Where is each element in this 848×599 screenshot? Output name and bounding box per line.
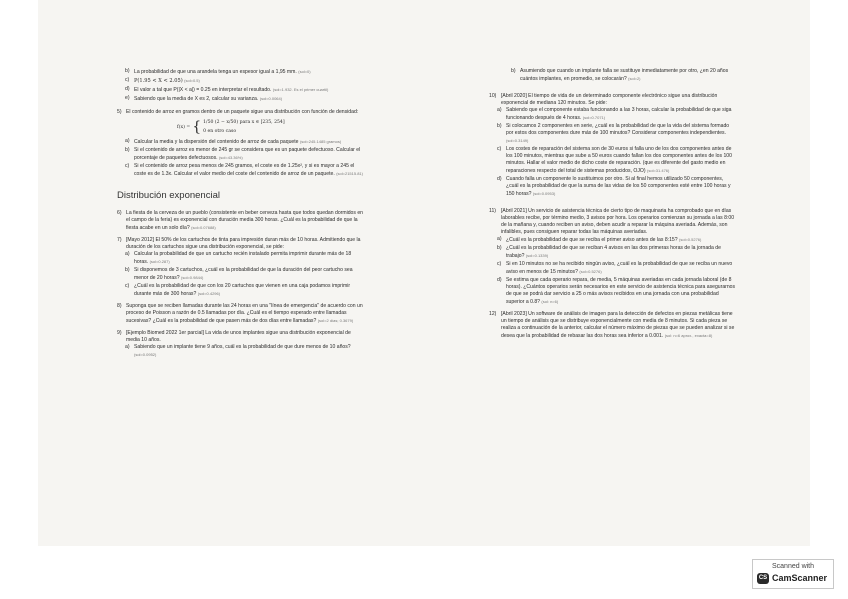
answer-text: (sol=2 días; 0.3679) — [317, 318, 354, 323]
question-11 — [489, 208, 737, 306]
intro-item-b: b) La probabilidad de que una arandela tenga un espesor igual a 1,95 mm. (sol=0) — [125, 68, 311, 75]
intro-item-d: d) El valor a tal que P(|X < a|) = 0.25 en interpretar el resultado. (sol=1.932. Es el primer cuartil) — [125, 86, 329, 93]
question-10 — [489, 93, 737, 198]
subquestion: d) Se estima que cada operario repara, de media, 5 máquinas averiadas en cada jornada laboral (de 8 horas). ¿Cuántos operarios serán necesarios en este servicio de asistencia técnica para asegurarnos de que se podrá dar servicio a 25 o más avisos recibidos en una jornada con una probabilidad superior a 0.8? (sol: n=6) — [497, 277, 736, 305]
subquestion: a) Sabiendo que un implante tiene 9 años, cuál es la probabilidad de que dure menos de 10 años? (sol=0.0952) — [125, 344, 351, 357]
answer-text: (sol=31.476) — [647, 168, 670, 173]
answer-text: (sol=0.07688) — [191, 225, 216, 230]
question-text: P(1.95 < X < 2.05) — [134, 78, 183, 84]
answer-text: (sol=0.0953) — [532, 191, 556, 196]
question-number: 7) — [117, 237, 122, 243]
question-text: [Abril 2020] El tiempo de vida de un determinado componente electrónico sigue una distribución exponencial de mediana 120 minutos. Se pide: — [501, 93, 718, 106]
subquestion: c) ¿Cuál es la probabilidad de que con los 20 cartuchos que vienen en una caja podamos imprimir durante más de 300 horas? (sol=0.4296) — [125, 283, 351, 297]
question-number: 10) — [489, 93, 497, 99]
question-12 — [489, 311, 737, 340]
question-5 — [117, 109, 365, 178]
question-6 — [117, 210, 365, 232]
brace-symbol: { — [192, 119, 202, 135]
question-number: 8) — [117, 303, 122, 309]
density-formula: f(x) = { 1/50 (2 − x/50) para x ∈ [235, 254] 0 en otro caso — [177, 119, 285, 135]
subquestion: b) Si el contenido de arroz es menor de 245 gr se considera que es un paquete defectuoso. Calcular el porcentaje de paquetes defectuosos. (sol=43.36%) — [125, 147, 361, 161]
question-number: 6) — [117, 210, 122, 216]
question-text: [Ejemplo Biomed 2022 1er parcial] La vida de unos implantes sigue una distribución exponencial de media 10 años. — [126, 330, 351, 343]
answer-text: (sol: n=6) — [541, 299, 559, 304]
subquestion: b) Si colocamos 2 componentes en serie, ¿cuál es la probabilidad de que la vida del sistema formado por estos dos componentes dure más de 100 minutos? Considerar componentes independientes. (sol=0.3149) — [497, 123, 730, 143]
subquestion: a) Calcular la probabilidad de que un cartucho recién instalado permita imprimir durante más de 18 horas. (sol=0.287) — [125, 251, 352, 265]
watermark-brand: CamScanner — [772, 573, 828, 583]
question-number: 5) — [117, 109, 122, 115]
answer-text: (sol=0) — [298, 69, 311, 74]
answer-text: (sol=43.36%) — [218, 155, 243, 160]
answer-text: (sol: n=6 aprox., exacta=8) — [664, 333, 713, 338]
intro-item-c: c) P(1.95 < X < 2.05) (sol=0.5) — [125, 77, 200, 84]
answer-text: (sol=0.287) — [149, 259, 170, 264]
section-title: Distribución exponencial — [117, 190, 220, 201]
question-text: Sabiendo que la media de X es 2, calcular su varianza. — [134, 96, 259, 102]
question-number: 12) — [489, 311, 497, 317]
answer-text: (sol=0.5276) — [579, 269, 602, 274]
question-7 — [117, 237, 365, 298]
answer-text: (sol=0.7071) — [582, 115, 606, 120]
answer-text: (sol=21515.81) — [336, 171, 363, 176]
right-column — [489, 68, 737, 345]
answer-text: (sol=0.1339) — [525, 253, 549, 258]
question-text: La fiesta de la cerveza de un pueblo (consistente en beber cerveza hasta que todos quedan dormidos en el campo de la feria) es exponencial con duración media 300 horas. ¿Cuál es la probabilidad de que la fiesta acabe en un solo día? — [126, 210, 364, 231]
intro-list — [117, 68, 365, 103]
question-text: [Abril 2021] Un servicio de asistencia técnica de cierto tipo de maquinaria ha comprobado que en días laborables recibe, por término medio, 3 avisos por hora. Los operarios comienzan su jornada a las 8:00 de la mañana y, cuando reciben un aviso, deben acudir a reparar la máquina averiada. Además, son infalibles, pues consiguen reparar todas las máquinas averiadas. — [501, 208, 735, 235]
watermark-caption: Scanned with — [771, 563, 815, 570]
answer-text: (sol=1.932. Es el primer cuartil) — [272, 87, 329, 92]
intro-item-e: e) Sabiendo que la media de X es 2, calcular su varianza. (sol=0.0064) — [125, 95, 283, 102]
question-text: La probabilidad de que una arandela tenga un espesor igual a 1,95 mm. — [134, 69, 297, 75]
answer-text: (sol=0.4296) — [197, 291, 221, 296]
left-column — [117, 68, 365, 364]
subquestion: b) Si disponemos de 3 cartuchos, ¿cuál es la probabilidad de que la duración del peor cartucho sea menor de 20 horas? (sol=0.9844) — [125, 267, 353, 281]
question-8 — [117, 303, 365, 325]
intro-item-b: b) Asumiendo que cuando un implante falla se sustituye inmediatamente por otro, ¿en 20 años cuántos implantes, en promedio, se colocarán? (sol=2) — [511, 68, 729, 82]
answer-text: (sol=0.5) — [184, 78, 200, 83]
camscanner-logo-icon: CS — [757, 573, 769, 584]
subquestion: a) ¿Cuál es la probabilidad de que se reciba el primer aviso antes de las 8:15? (sol=0.5276) — [497, 236, 702, 243]
question-text: [Mayo 2012] El 50% de los cartuchos de tinta para impresión duran más de 10 horas. Admitiendo que la duración de los cartuchos sigue una distribución exponencial, se pide: — [126, 237, 361, 250]
subquestion: b) ¿Cuál es la probabilidad de que se reciban 4 avisos en las dos primeras horas de la jornada de trabajo? (sol=0.1339) — [497, 245, 721, 259]
question-text: [Abril 2023] Un software de análisis de imagen para la detección de defectos en piezas metálicas tiene un tiempo de análisis que se distribuye exponencialmente con media de 8 minutos. Si cada pieza se realiza a continuación de la anterior, calcular el número máximo de piezas que se pueden analizar si se desea que la probabilidad de rebasar las dos horas sea inferior a 0.001. — [501, 311, 735, 339]
question-number: 9) — [117, 330, 122, 336]
question-text: Suponga que se reciben llamadas durante las 24 horas en una "línea de emergencia" de acuerdo con un proceso de Poisson a razón de 0.5 llamadas por día. ¿Cuál es el tiempo esperado entre llamadas sucesivas? ¿Cuál es la probabilidad de que pasen más de dos días entre llamadas? — [126, 303, 363, 324]
answer-text: (sol=245.1485 gramos) — [299, 139, 342, 144]
question-text: El contenido de arroz en gramos dentro de un paquete sigue una distribución con función de densidad: — [126, 109, 359, 115]
subquestion: a) Calcular la media y la dispersión del contenido de arroz de cada paquete (sol=245.1485 gramos) — [125, 138, 342, 145]
answer-text: (sol=0.5276) — [679, 237, 702, 242]
subquestion: c) Los costes de reparación del sistema son de 30 euros si falla uno de los dos componentes antes de los 100 minutos, mientras que sube a 50 euros cuando fallan los dos componentes antes de los 100 minutos. Hallar el valor medio de dicho coste de reparación. (que es diferente del gasto medio en reparaciones respecto del total de sistemas producidos, OJO) (sol=31.476) — [497, 146, 732, 174]
camscanner-watermark — [752, 559, 834, 589]
answer-text: (sol=0.9844) — [181, 275, 204, 280]
question-9 — [117, 330, 365, 359]
answer-text: (sol=0.0064) — [259, 96, 283, 101]
subquestion: d) Cuando falla un componente lo sustituimos por otro. Si al final hemos utilizado 50 componentes, ¿cuál es la probabilidad de que la suma de las vidas de los 50 componentes esté entre 100 horas y 150 horas? (sol=0.0953) — [497, 176, 731, 197]
subquestion: c) Si el contenido de arroz pesa menos de 245 gramos, el coste es de 1.25x², y si es mayor a 245 el coste es de 1.3x. Calcular el valor medio del coste del contenido de arroz de un paquete. (sol=21515.81) — [125, 163, 363, 177]
question-number: 11) — [489, 208, 496, 214]
subquestion: c) Si en 10 minutos no se ha recibido ningún aviso, ¿cuál es la probabilidad de que se reciba un nuevo aviso en menos de 15 minutos? (sol=0.5276) — [497, 261, 733, 275]
answer-text: (sol=0.3149) — [506, 138, 529, 143]
answer-text: (sol=0.0952) — [134, 352, 157, 357]
subquestion: a) Sabiendo que el componente estaba funcionando a las 3 horas, calcular la probabilidad de que siga funcionando después de 4 horas. (sol=0.7071) — [497, 107, 732, 121]
answer-text: (sol=2) — [628, 76, 641, 81]
question-text: El valor a tal que P(|X < a|) = 0.25 en interpretar el resultado. — [134, 87, 272, 93]
